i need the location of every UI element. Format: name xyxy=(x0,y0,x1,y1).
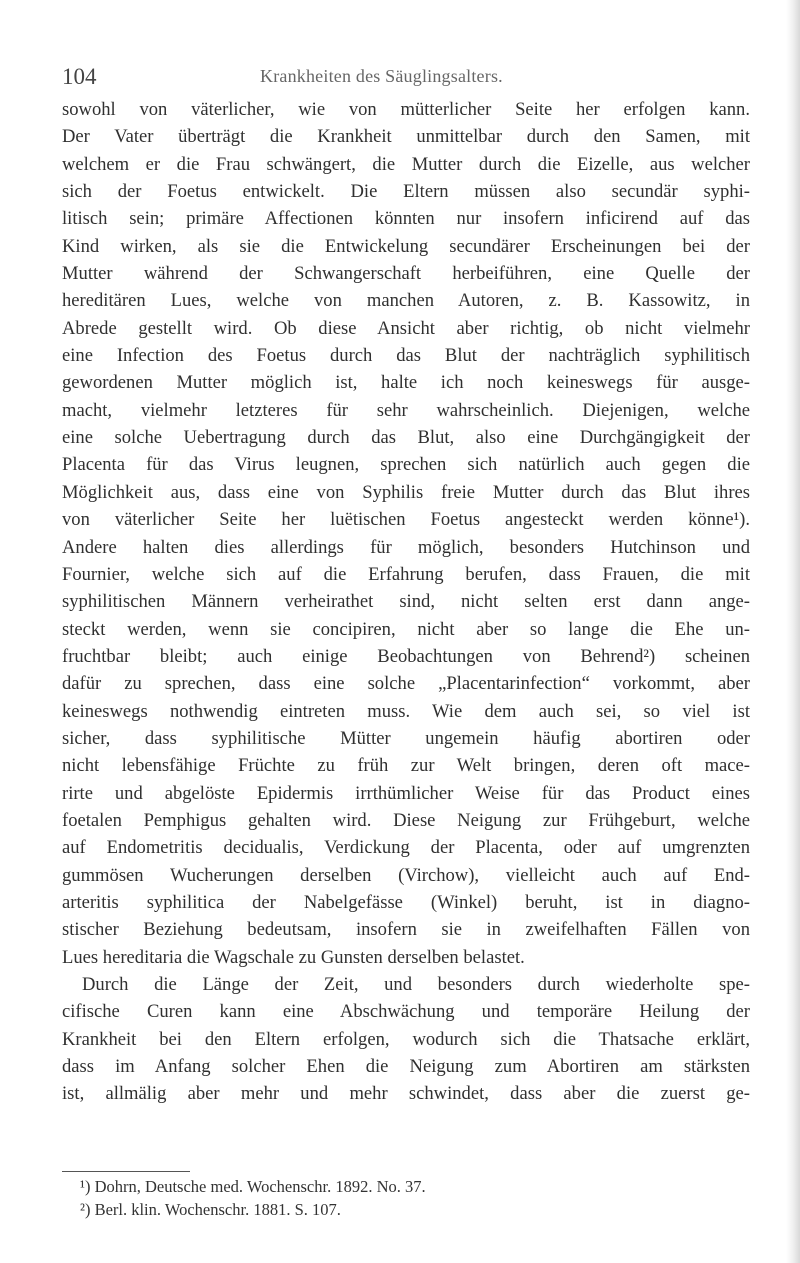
text-line: foetalen Pemphigus gehalten wird. Diese Neigung zur Frühgeburt, welche xyxy=(62,809,750,831)
text-line: sicher, dass syphilitische Mütter ungemein häufig abortiren oder xyxy=(62,727,750,749)
body-text xyxy=(62,96,750,1108)
running-title: Krankheiten des Säuglingsalters. xyxy=(260,66,503,86)
text-line: keineswegs nothwendig eintreten muss. Wie dem auch sei, so viel ist xyxy=(62,700,750,722)
text-line: eine Infection des Foetus durch das Blut der nachträglich syphilitisch xyxy=(62,345,750,367)
text-line: syphilitischen Männern verheirathet sind, nicht selten erst dann ange- xyxy=(62,591,750,613)
footnote-1: ¹) Dohrn, Deutsche med. Wochenschr. 1892. No. 37. xyxy=(80,1177,426,1196)
text-line: cifische Curen kann eine Abschwächung und temporäre Heilung der xyxy=(62,1001,750,1023)
page-number: 104 xyxy=(62,64,97,89)
text-line: Der Vater überträgt die Krankheit unmittelbar durch den Samen, mit xyxy=(62,126,750,148)
text-line: eine solche Uebertragung durch das Blut, also eine Durchgängigkeit der xyxy=(62,427,750,449)
text-line: fruchtbar bleibt; auch einige Beobachtungen von Behrend²) scheinen xyxy=(62,645,750,667)
text-line: Kind wirken, als sie die Entwickelung secundärer Erscheinungen bei der xyxy=(62,235,750,257)
text-line: gummösen Wucherungen derselben (Virchow), vielleicht auch auf End- xyxy=(62,864,750,886)
text-line: auf Endometritis decidualis, Verdickung der Placenta, oder auf umgrenzten xyxy=(62,837,750,859)
text-line: Placenta für das Virus leugnen, sprechen sich natürlich auch gegen die xyxy=(62,454,750,476)
text-line: steckt werden, wenn sie concipiren, nicht aber so lange die Ehe un- xyxy=(62,618,750,640)
text-line: arteritis syphilitica der Nabelgefässe (Winkel) beruht, ist in diagno- xyxy=(62,891,750,913)
text-line: litisch sein; primäre Affectionen könnten nur insofern inficirend auf das xyxy=(62,208,750,230)
text-line: Abrede gestellt wird. Ob diese Ansicht aber richtig, ob nicht vielmehr xyxy=(62,317,750,339)
footnotes xyxy=(80,1175,680,1221)
text-line: hereditären Lues, welche von manchen Autoren, z. B. Kassowitz, in xyxy=(62,290,750,312)
text-line: ist, allmälig aber mehr und mehr schwindet, dass aber die zuerst ge- xyxy=(62,1083,750,1105)
text-line: nicht lebensfähige Früchte zu früh zur Welt bringen, deren oft mace- xyxy=(62,755,750,777)
page-header xyxy=(62,64,742,98)
paragraph-start-line: Durch die Länge der Zeit, und besonders durch wiederholte spe- xyxy=(82,974,750,995)
footnote-divider xyxy=(62,1171,190,1172)
text-line: welchem er die Frau schwängert, die Mutter durch die Eizelle, aus welcher xyxy=(62,153,750,175)
text-line: dass im Anfang solcher Ehen die Neigung zum Abortiren am stärksten xyxy=(62,1056,750,1078)
page-edge-shadow xyxy=(786,0,800,1263)
text-line: stischer Beziehung bedeutsam, insofern sie in zweifelhaften Fällen von xyxy=(62,919,750,941)
text-line: Andere halten dies allerdings für möglich, besonders Hutchinson und xyxy=(62,536,750,558)
text-line: Möglichkeit aus, dass eine von Syphilis freie Mutter durch das Blut ihres xyxy=(62,481,750,503)
text-line: dafür zu sprechen, dass eine solche „Placentarinfection“ vorkommt, aber xyxy=(62,673,750,695)
text-line: Lues hereditaria die Wagschale zu Gunsten derselben belastet. xyxy=(62,946,525,968)
text-line: gewordenen Mutter möglich ist, halte ich noch keineswegs für ausge- xyxy=(62,372,750,394)
text-line: sich der Foetus entwickelt. Die Eltern müssen also secundär syphi- xyxy=(62,181,750,203)
text-line: von väterlicher Seite her luëtischen Foetus angesteckt werden könne¹). xyxy=(62,509,750,531)
text-line: Fournier, welche sich auf die Erfahrung berufen, dass Frauen, die mit xyxy=(62,563,750,585)
footnote-2: ²) Berl. klin. Wochenschr. 1881. S. 107. xyxy=(80,1200,341,1219)
text-line: Krankheit bei den Eltern erfolgen, wodurch sich die Thatsache erklärt, xyxy=(62,1028,750,1050)
text-line: Mutter während der Schwangerschaft herbeiführen, eine Quelle der xyxy=(62,263,750,285)
text-line: macht, vielmehr letzteres für sehr wahrscheinlich. Diejenigen, welche xyxy=(62,399,750,421)
text-line: sowohl von väterlicher, wie von mütterlicher Seite her erfolgen kann. xyxy=(62,99,750,120)
text-line: rirte und abgelöste Epidermis irrthümlicher Weise für das Product eines xyxy=(62,782,750,804)
